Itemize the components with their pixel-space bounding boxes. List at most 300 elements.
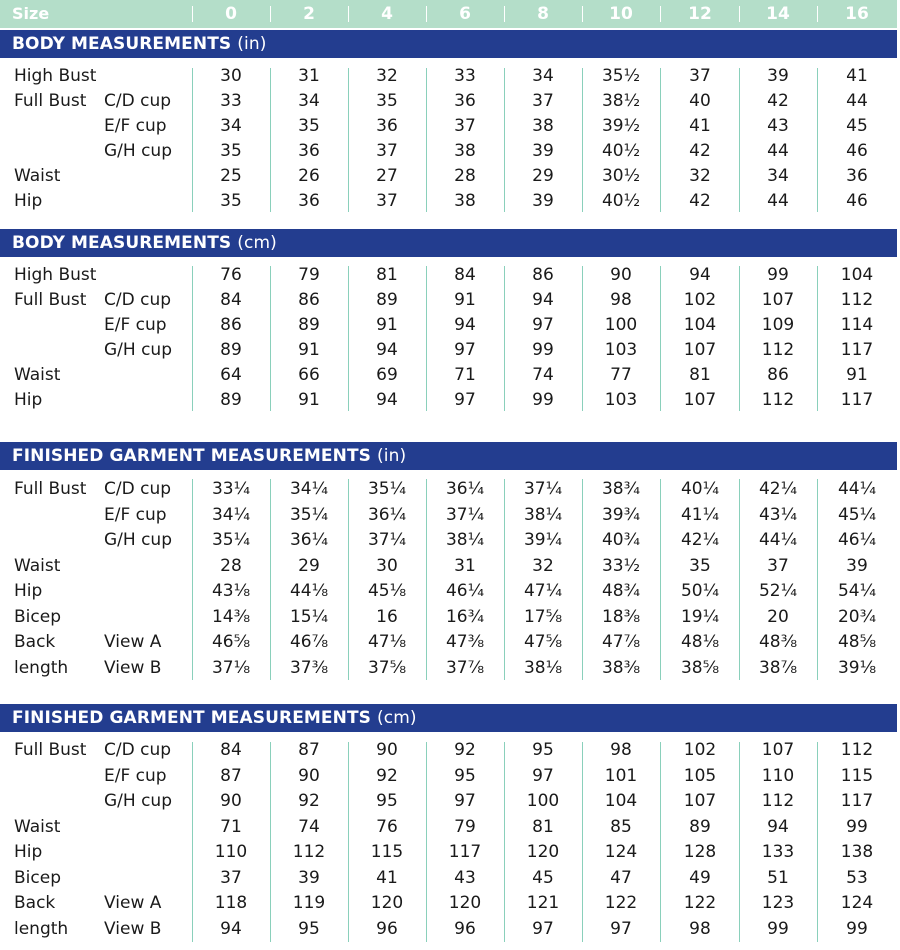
measurement-value-size-10: 48¾	[601, 581, 641, 601]
measurement-value-size-6: 117	[448, 842, 482, 862]
measurement-value-size-6: 95	[454, 765, 476, 786]
measurement-value-size-8: 95	[532, 740, 554, 760]
measurement-value-size-2: 29	[298, 555, 320, 576]
measurement-value-size-2: 92	[298, 791, 320, 811]
measurement-value-size-2: 119	[292, 893, 326, 913]
measurement-value-size-4: 37	[376, 191, 398, 211]
measurement-value-size-2: 95	[298, 918, 320, 939]
column-divider	[739, 266, 740, 411]
measurement-value-size-14: 44¼	[758, 530, 798, 550]
measurement-value-size-14: 86	[767, 365, 789, 385]
measurement-value-size-0: 35¼	[211, 530, 251, 550]
measurement-value-size-2: 39	[298, 867, 320, 888]
measurement-value-size-14: 42¼	[758, 479, 798, 499]
measurement-value-size-6: 96	[454, 918, 476, 939]
measurement-value-size-16: 117	[840, 340, 874, 360]
measurement-value-size-6: 33	[454, 66, 476, 86]
measurement-value-size-0: 33	[220, 91, 242, 111]
section-title-text: FINISHED GARMENT MEASUREMENTS	[12, 708, 372, 728]
row-label: Waist	[14, 816, 61, 837]
measurement-value-size-10: 90	[610, 265, 632, 285]
measurement-value-size-6: 37¼	[445, 504, 485, 525]
measurement-row	[0, 114, 897, 139]
measurement-row	[0, 789, 897, 814]
row-sublabel: G/H cup	[104, 791, 172, 811]
size-header-divider	[348, 6, 349, 22]
measurement-value-size-12: 40	[689, 91, 711, 111]
measurement-value-size-8: 39	[532, 191, 554, 211]
measurement-value-size-8: 99	[532, 390, 554, 410]
measurement-value-size-14: 38⅞	[758, 657, 798, 678]
column-divider	[504, 68, 505, 212]
measurement-value-size-16: 112	[840, 290, 874, 310]
row-sublabel: View A	[104, 893, 162, 913]
measurement-value-size-14: 112	[761, 791, 795, 811]
column-divider	[348, 68, 349, 212]
measurement-value-size-10: 124	[604, 842, 638, 862]
column-divider	[582, 68, 583, 212]
measurement-row	[0, 579, 897, 604]
measurement-value-size-6: 38¼	[445, 530, 485, 550]
measurement-value-size-10: 35½	[601, 66, 641, 86]
measurement-value-size-14: 107	[761, 740, 795, 760]
size-header-divider	[817, 6, 818, 22]
measurement-value-size-0: 90	[220, 791, 242, 811]
measurement-value-size-4: 16	[376, 606, 398, 627]
size-header-14: 14	[766, 4, 790, 24]
measurement-value-size-14: 44	[767, 191, 789, 211]
measurement-value-size-10: 40¾	[601, 530, 641, 550]
measurement-value-size-14: 99	[767, 918, 789, 939]
row-label: Waist	[14, 166, 61, 186]
measurement-row	[0, 288, 897, 313]
size-header-16: 16	[845, 4, 869, 24]
measurement-value-size-0: 37	[220, 867, 242, 888]
column-divider	[348, 266, 349, 411]
measurement-value-size-12: 104	[683, 315, 717, 335]
measurement-row	[0, 313, 897, 338]
size-header-8: 8	[537, 4, 549, 24]
measurement-value-size-6: 97	[454, 390, 476, 410]
measurement-value-size-2: 86	[298, 290, 320, 310]
measurement-value-size-10: 98	[610, 740, 632, 760]
size-header-12: 12	[688, 4, 712, 24]
row-label: Full Bust	[14, 290, 87, 310]
measurement-value-size-16: 91	[846, 365, 868, 385]
measurement-value-size-12: 98	[689, 918, 711, 939]
measurement-value-size-12: 89	[689, 816, 711, 837]
measurement-value-size-4: 35¼	[367, 479, 407, 499]
measurement-value-size-6: 71	[454, 365, 476, 385]
column-divider	[270, 742, 271, 942]
column-divider	[817, 266, 818, 411]
measurement-value-size-2: 36	[298, 141, 320, 161]
measurement-value-size-16: 44	[846, 91, 868, 111]
measurement-row	[0, 503, 897, 528]
measurement-value-size-12: 107	[683, 791, 717, 811]
measurement-value-size-16: 48⅝	[837, 632, 877, 652]
section-unit: (in)	[237, 34, 267, 54]
measurement-value-size-8: 37¼	[523, 479, 563, 499]
measurement-value-size-14: 34	[767, 166, 789, 186]
row-sublabel: E/F cup	[104, 765, 167, 786]
measurement-value-size-10: 97	[610, 918, 632, 939]
measurement-value-size-8: 34	[532, 66, 554, 86]
measurement-row	[0, 89, 897, 114]
measurement-value-size-6: 97	[454, 340, 476, 360]
measurement-value-size-4: 115	[370, 842, 404, 862]
measurement-value-size-8: 121	[526, 893, 560, 913]
column-divider	[660, 742, 661, 942]
measurement-value-size-6: 94	[454, 315, 476, 335]
measurement-value-size-4: 91	[376, 315, 398, 335]
measurement-value-size-6: 47⅜	[445, 632, 485, 652]
measurement-value-size-12: 49	[689, 867, 711, 888]
measurement-value-size-4: 95	[376, 791, 398, 811]
measurement-value-size-2: 34¼	[289, 479, 329, 499]
row-label: Hip	[14, 581, 43, 601]
row-label: Waist	[14, 365, 61, 385]
measurement-value-size-4: 37¼	[367, 530, 407, 550]
measurement-value-size-8: 32	[532, 555, 554, 576]
column-divider	[660, 68, 661, 212]
measurement-value-size-14: 43	[767, 116, 789, 136]
measurement-value-size-6: 16¾	[445, 606, 485, 627]
measurement-value-size-16: 46	[846, 141, 868, 161]
measurement-value-size-12: 35	[689, 555, 711, 576]
measurement-value-size-0: 25	[220, 166, 242, 186]
measurement-value-size-10: 33½	[601, 555, 641, 576]
measurement-value-size-10: 38½	[601, 91, 641, 111]
measurement-value-size-8: 97	[532, 315, 554, 335]
measurement-value-size-4: 35	[376, 91, 398, 111]
row-sublabel: E/F cup	[104, 504, 167, 525]
measurement-value-size-8: 99	[532, 340, 554, 360]
row-label: Full Bust	[14, 91, 87, 111]
measurement-value-size-8: 120	[526, 842, 560, 862]
section-unit: (cm)	[377, 708, 417, 728]
measurement-row	[0, 738, 897, 763]
measurement-value-size-0: 37⅛	[211, 657, 251, 678]
measurement-value-size-10: 122	[604, 893, 638, 913]
measurement-value-size-6: 28	[454, 166, 476, 186]
measurement-value-size-14: 37	[767, 555, 789, 576]
size-header-divider	[192, 6, 193, 22]
measurement-value-size-12: 50¼	[680, 581, 720, 601]
measurement-value-size-4: 94	[376, 340, 398, 360]
row-label: length	[14, 657, 69, 678]
row-sublabel: E/F cup	[104, 116, 167, 136]
row-label: Bicep	[14, 606, 61, 627]
measurement-value-size-8: 97	[532, 918, 554, 939]
section-header	[0, 229, 897, 257]
measurement-value-size-12: 107	[683, 390, 717, 410]
measurement-value-size-4: 36¼	[367, 504, 407, 525]
measurement-value-size-10: 38⅜	[601, 657, 641, 678]
measurement-value-size-2: 36	[298, 191, 320, 211]
measurement-value-size-16: 54¼	[837, 581, 877, 601]
row-label: Full Bust	[14, 479, 87, 499]
row-label: Hip	[14, 842, 43, 862]
measurement-value-size-10: 104	[604, 791, 638, 811]
measurement-value-size-6: 97	[454, 791, 476, 811]
measurement-value-size-10: 85	[610, 816, 632, 837]
measurement-value-size-0: 43⅛	[211, 581, 251, 601]
size-header-10: 10	[609, 4, 633, 24]
row-label: Back	[14, 893, 56, 913]
section-header	[0, 704, 897, 732]
measurement-value-size-14: 43¼	[758, 504, 798, 525]
size-header-divider	[582, 6, 583, 22]
section-title	[12, 704, 417, 732]
row-sublabel: C/D cup	[104, 740, 172, 760]
size-header-divider	[270, 6, 271, 22]
measurement-row	[0, 139, 897, 164]
measurement-value-size-16: 46¼	[837, 530, 877, 550]
measurement-value-size-14: 52¼	[758, 581, 798, 601]
measurement-value-size-10: 101	[604, 765, 638, 786]
measurement-value-size-16: 39⅛	[837, 657, 877, 678]
measurement-row	[0, 189, 897, 214]
measurement-value-size-4: 37	[376, 141, 398, 161]
measurement-value-size-16: 53	[846, 867, 868, 888]
measurement-value-size-10: 40½	[601, 191, 641, 211]
measurement-value-size-0: 35	[220, 191, 242, 211]
measurement-value-size-2: 26	[298, 166, 320, 186]
measurement-value-size-0: 14⅜	[211, 606, 251, 627]
measurement-value-size-14: 48⅜	[758, 632, 798, 652]
row-sublabel: G/H cup	[104, 530, 172, 550]
measurement-value-size-0: 87	[220, 765, 242, 786]
column-divider	[739, 742, 740, 942]
section-title	[12, 30, 266, 58]
measurement-value-size-16: 45	[846, 116, 868, 136]
column-divider	[270, 479, 271, 680]
column-divider	[348, 742, 349, 942]
measurement-value-size-2: 87	[298, 740, 320, 760]
size-header-divider	[660, 6, 661, 22]
measurement-value-size-6: 37⅞	[445, 657, 485, 678]
measurement-value-size-12: 38⅝	[680, 657, 720, 678]
section-title-text: FINISHED GARMENT MEASUREMENTS	[12, 446, 372, 466]
column-divider	[192, 266, 193, 411]
measurement-value-size-16: 124	[840, 893, 874, 913]
measurement-value-size-4: 41	[376, 867, 398, 888]
measurement-value-size-16: 138	[840, 842, 874, 862]
column-divider	[504, 742, 505, 942]
measurement-value-size-0: 118	[214, 893, 248, 913]
measurement-value-size-0: 76	[220, 265, 242, 285]
measurement-value-size-14: 99	[767, 265, 789, 285]
column-divider	[817, 479, 818, 680]
measurement-value-size-16: 117	[840, 791, 874, 811]
measurement-value-size-2: 91	[298, 340, 320, 360]
column-divider	[504, 266, 505, 411]
measurement-value-size-4: 36	[376, 116, 398, 136]
measurement-value-size-10: 38¾	[601, 479, 641, 499]
measurement-value-size-14: 94	[767, 816, 789, 837]
measurement-value-size-6: 91	[454, 290, 476, 310]
measurement-value-size-4: 45⅛	[367, 581, 407, 601]
measurement-value-size-2: 79	[298, 265, 320, 285]
measurement-value-size-2: 66	[298, 365, 320, 385]
row-sublabel: C/D cup	[104, 290, 172, 310]
row-label: Full Bust	[14, 740, 87, 760]
measurement-value-size-16: 46	[846, 191, 868, 211]
measurement-row	[0, 528, 897, 553]
column-divider	[270, 266, 271, 411]
column-divider	[426, 266, 427, 411]
measurement-value-size-10: 47	[610, 867, 632, 888]
measurement-value-size-10: 77	[610, 365, 632, 385]
measurement-value-size-8: 38	[532, 116, 554, 136]
measurement-value-size-6: 36¼	[445, 479, 485, 499]
column-divider	[660, 266, 661, 411]
column-divider	[817, 742, 818, 942]
measurement-value-size-12: 37	[689, 66, 711, 86]
measurement-value-size-0: 34¼	[211, 504, 251, 525]
measurement-value-size-12: 41	[689, 116, 711, 136]
measurement-value-size-2: 112	[292, 842, 326, 862]
measurement-value-size-8: 17⅝	[523, 606, 563, 627]
row-label: Hip	[14, 191, 43, 211]
measurement-value-size-4: 32	[376, 66, 398, 86]
column-divider	[504, 479, 505, 680]
measurement-value-size-0: 89	[220, 340, 242, 360]
measurement-value-size-2: 34	[298, 91, 320, 111]
measurement-value-size-2: 36¼	[289, 530, 329, 550]
section-title	[12, 229, 277, 257]
measurement-value-size-16: 104	[840, 265, 874, 285]
column-divider	[192, 742, 193, 942]
measurement-value-size-14: 44	[767, 141, 789, 161]
row-sublabel: View B	[104, 918, 162, 939]
size-header-row	[0, 0, 897, 28]
measurement-value-size-0: 89	[220, 390, 242, 410]
measurement-value-size-12: 19¼	[680, 606, 720, 627]
measurement-value-size-4: 47⅛	[367, 632, 407, 652]
measurement-value-size-12: 81	[689, 365, 711, 385]
measurement-value-size-12: 42	[689, 141, 711, 161]
measurement-row	[0, 338, 897, 363]
measurement-value-size-2: 31	[298, 66, 320, 86]
row-sublabel: View B	[104, 657, 162, 678]
column-divider	[582, 266, 583, 411]
measurement-value-size-16: 115	[840, 765, 874, 786]
measurement-value-size-6: 38	[454, 191, 476, 211]
column-divider	[348, 479, 349, 680]
measurement-value-size-14: 110	[761, 765, 795, 786]
measurement-value-size-10: 47⅞	[601, 632, 641, 652]
measurement-value-size-2: 89	[298, 315, 320, 335]
measurement-row	[0, 388, 897, 413]
measurement-value-size-14: 133	[761, 842, 795, 862]
measurement-row	[0, 764, 897, 789]
measurement-value-size-16: 114	[840, 315, 874, 335]
measurement-row	[0, 164, 897, 189]
measurement-value-size-4: 92	[376, 765, 398, 786]
measurement-value-size-2: 44⅛	[289, 581, 329, 601]
measurement-value-size-10: 98	[610, 290, 632, 310]
size-header-label: Size	[12, 4, 50, 23]
size-header-0: 0	[225, 4, 237, 24]
row-sublabel: E/F cup	[104, 315, 167, 335]
measurement-value-size-12: 32	[689, 166, 711, 186]
measurement-value-size-2: 15¼	[289, 606, 329, 627]
measurement-row	[0, 840, 897, 865]
measurement-value-size-16: 44¼	[837, 479, 877, 499]
measurement-value-size-4: 89	[376, 290, 398, 310]
measurement-value-size-0: 34	[220, 116, 242, 136]
measurement-row	[0, 605, 897, 630]
measurement-value-size-12: 102	[683, 740, 717, 760]
measurement-value-size-4: 69	[376, 365, 398, 385]
measurement-value-size-8: 38⅛	[523, 657, 563, 678]
measurement-value-size-8: 39¼	[523, 530, 563, 550]
column-divider	[192, 68, 193, 212]
measurement-value-size-14: 109	[761, 315, 795, 335]
measurement-value-size-4: 81	[376, 265, 398, 285]
measurement-value-size-14: 20	[767, 606, 789, 627]
measurement-value-size-2: 46⅞	[289, 632, 329, 652]
measurement-value-size-16: 99	[846, 816, 868, 837]
row-label: Waist	[14, 555, 61, 576]
measurement-value-size-12: 42	[689, 191, 711, 211]
measurement-value-size-0: 86	[220, 315, 242, 335]
measurement-value-size-2: 35¼	[289, 504, 329, 525]
measurement-value-size-16: 117	[840, 390, 874, 410]
measurement-value-size-4: 94	[376, 390, 398, 410]
measurement-value-size-4: 96	[376, 918, 398, 939]
measurement-value-size-12: 107	[683, 340, 717, 360]
measurement-value-size-8: 45	[532, 867, 554, 888]
size-header-divider	[739, 6, 740, 22]
measurement-value-size-6: 31	[454, 555, 476, 576]
measurement-value-size-2: 35	[298, 116, 320, 136]
measurement-row	[0, 891, 897, 916]
size-header-divider	[426, 6, 427, 22]
measurement-value-size-6: 38	[454, 141, 476, 161]
measurement-value-size-12: 94	[689, 265, 711, 285]
measurement-value-size-14: 42	[767, 91, 789, 111]
section-unit: (cm)	[237, 233, 277, 253]
measurement-value-size-2: 37⅜	[289, 657, 329, 678]
measurement-value-size-6: 46¼	[445, 581, 485, 601]
measurement-value-size-0: 64	[220, 365, 242, 385]
measurement-value-size-12: 41¼	[680, 504, 720, 525]
measurement-value-size-6: 43	[454, 867, 476, 888]
measurement-value-size-0: 46⅝	[211, 632, 251, 652]
measurement-value-size-14: 112	[761, 340, 795, 360]
measurement-value-size-16: 45¼	[837, 504, 877, 525]
measurement-value-size-12: 128	[683, 842, 717, 862]
section-header	[0, 442, 897, 470]
measurement-value-size-16: 20¾	[837, 606, 877, 627]
measurement-value-size-8: 86	[532, 265, 554, 285]
measurement-value-size-6: 36	[454, 91, 476, 111]
column-divider	[817, 68, 818, 212]
measurement-value-size-4: 90	[376, 740, 398, 760]
measurement-row	[0, 64, 897, 89]
measurement-value-size-14: 51	[767, 867, 789, 888]
measurement-value-size-0: 84	[220, 740, 242, 760]
column-divider	[582, 742, 583, 942]
section-title	[12, 442, 406, 470]
measurement-row	[0, 866, 897, 891]
measurement-value-size-6: 79	[454, 816, 476, 837]
measurement-value-size-10: 100	[604, 315, 638, 335]
column-divider	[192, 479, 193, 680]
